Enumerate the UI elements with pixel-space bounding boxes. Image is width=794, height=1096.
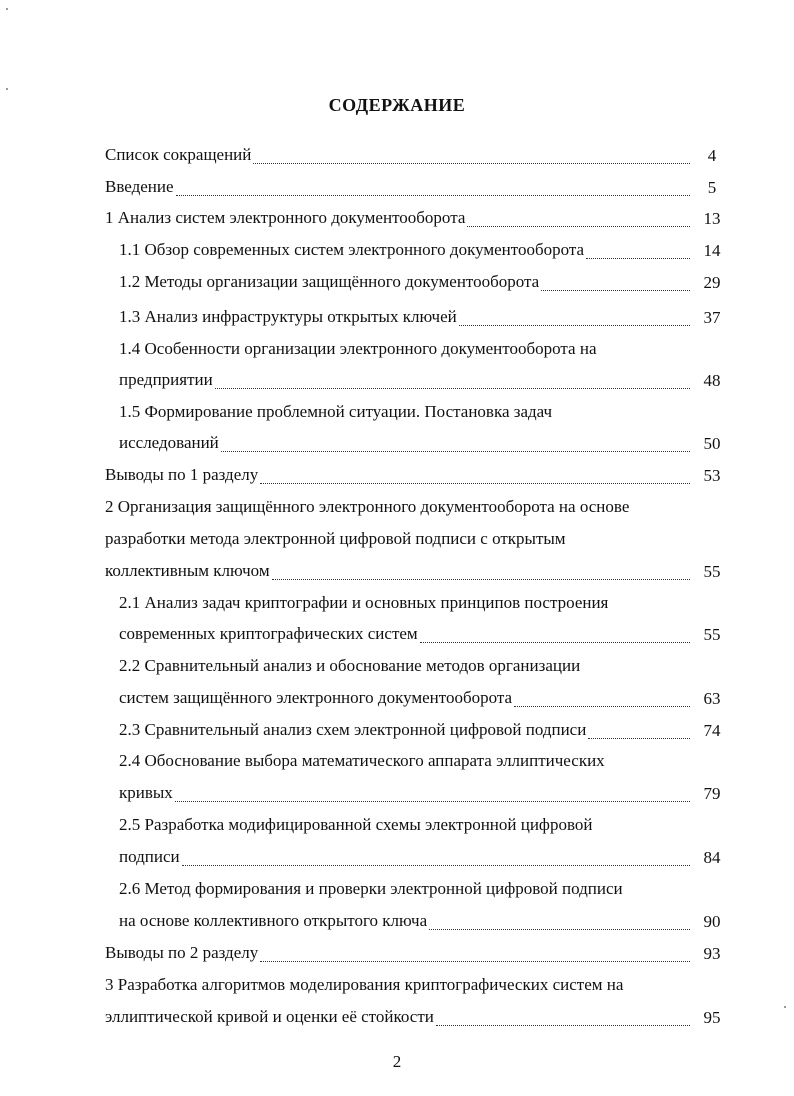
- toc-page-number: 4: [707, 146, 717, 165]
- toc-entry-text: 2.1 Анализ задач криптографии и основных принципов построения: [119, 593, 609, 612]
- toc-entry-line1: [119, 656, 690, 678]
- toc-entry-line1: [119, 879, 690, 901]
- toc-entry-text: коллективным ключом: [105, 561, 270, 580]
- toc-entry-text: Выводы по 1 разделу: [105, 465, 259, 484]
- leader-dots: [436, 1011, 690, 1026]
- toc-page-number: 14: [703, 241, 721, 260]
- toc-page-number: 50: [703, 434, 721, 453]
- leader-dots: [221, 437, 690, 452]
- leader-dots: [586, 244, 690, 259]
- toc-entry-text: Список сокращений: [105, 145, 252, 164]
- toc-page-number: 37: [703, 308, 721, 327]
- page-number: 2: [392, 1052, 402, 1071]
- toc-entry: [105, 177, 690, 199]
- toc-entry-line1: [119, 751, 690, 773]
- toc-page-number: 48: [703, 371, 721, 390]
- leader-dots: [215, 374, 690, 389]
- scan-speck: [784, 1006, 786, 1008]
- leader-dots: [588, 724, 690, 739]
- leader-dots: [253, 149, 690, 164]
- toc-page-number: 29: [703, 273, 721, 292]
- toc-entry-text: 3 Разработка алгоритмов моделирования криптографических систем на: [105, 975, 624, 994]
- toc-entry: [119, 783, 690, 805]
- toc-entry: [119, 720, 690, 742]
- toc-page-number: 63: [703, 689, 721, 708]
- toc-page-number: 13: [703, 209, 721, 228]
- toc-page-number: 53: [703, 466, 721, 485]
- toc-entry-text: подписи: [119, 847, 180, 866]
- leader-dots: [541, 276, 690, 291]
- toc-entry: [105, 561, 690, 583]
- toc-entry-text: 2.6 Метод формирования и проверки электронной цифровой подписи: [119, 879, 623, 898]
- toc-entry-text: 2 Организация защищённого электронного документооборота на основе: [105, 497, 630, 516]
- toc-page-number: 55: [703, 562, 721, 581]
- toc-entry: [119, 433, 690, 455]
- toc-entry-text: 2.3 Сравнительный анализ схем электронной цифровой подписи: [119, 720, 587, 739]
- leader-dots: [175, 787, 690, 802]
- toc-entry-text: систем защищённого электронного документооборота: [119, 688, 513, 707]
- toc-entry: [119, 688, 690, 710]
- toc-entry-text: предприятии: [119, 370, 213, 389]
- leader-dots: [176, 181, 690, 196]
- toc-entry-text: на основе коллективного открытого ключа: [119, 911, 428, 930]
- toc-page-number: 79: [703, 784, 721, 803]
- toc-entry-line1: [105, 975, 690, 997]
- toc-entry-text: 1.1 Обзор современных систем электронного документооборота: [119, 240, 585, 259]
- leader-dots: [260, 947, 690, 962]
- toc-entry: [119, 240, 690, 262]
- toc-page-number: 93: [703, 944, 721, 963]
- toc-entry-text: 2.2 Сравнительный анализ и обоснование методов организации: [119, 656, 581, 675]
- toc-entry-text: современных криптографических систем: [119, 624, 418, 643]
- toc-entry: [119, 272, 690, 294]
- leader-dots: [420, 628, 690, 643]
- toc-entry: [105, 1007, 690, 1029]
- toc-entry: [119, 911, 690, 933]
- toc-entry: [105, 208, 690, 230]
- leader-dots: [182, 851, 690, 866]
- toc-entry: [119, 370, 690, 392]
- toc-entry-text: Выводы по 2 разделу: [105, 943, 259, 962]
- toc-entry-text: 2.4 Обоснование выбора математического аппарата эллиптических: [119, 751, 605, 770]
- toc-entry: [105, 145, 690, 167]
- toc-entry-line1: [119, 593, 690, 615]
- toc-page-number: 84: [703, 848, 721, 867]
- toc-entry: [105, 943, 690, 965]
- leader-dots: [260, 469, 690, 484]
- toc-entry: [119, 307, 690, 329]
- toc-entry-text: исследований: [119, 433, 219, 452]
- toc-page-number: 55: [703, 625, 721, 644]
- toc-page-number: 90: [703, 912, 721, 931]
- toc-entry-text: кривых: [119, 783, 173, 802]
- toc-entry-text: 1.2 Методы организации защищённого документооборота: [119, 272, 540, 291]
- toc-entry-text: 1 Анализ систем электронного документооборота: [105, 208, 466, 227]
- scan-speck: [6, 88, 8, 90]
- toc-page-number: 74: [703, 721, 721, 740]
- toc-entry-text: Введение: [105, 177, 174, 196]
- page-title: СОДЕРЖАНИЕ: [328, 95, 466, 115]
- toc-entry: [105, 465, 690, 487]
- toc-entry-line1: [105, 497, 690, 519]
- toc-page-number: 95: [703, 1008, 721, 1027]
- leader-dots: [514, 692, 690, 707]
- scan-speck: [6, 8, 8, 10]
- toc-entry-text: эллиптической кривой и оценки её стойкости: [105, 1007, 434, 1026]
- toc-entry: [119, 624, 690, 646]
- toc-entry-text: 1.3 Анализ инфраструктуры открытых ключей: [119, 307, 457, 326]
- toc-entry-line1: [119, 402, 690, 424]
- leader-dots: [429, 915, 690, 930]
- toc-entry-text: 2.5 Разработка модифицированной схемы электронной цифровой: [119, 815, 593, 834]
- toc-entry-text: 1.5 Формирование проблемной ситуации. Постановка задач: [119, 402, 553, 421]
- toc-entry-line1: [119, 339, 690, 361]
- leader-dots: [467, 212, 690, 227]
- toc-entry-text: 1.4 Особенности организации электронного документооборота на: [119, 339, 597, 358]
- leader-dots: [459, 311, 690, 326]
- toc-entry-text: разработки метода электронной цифровой подписи с открытым: [105, 529, 566, 548]
- toc-entry: [119, 847, 690, 869]
- toc-entry-line1: [119, 815, 690, 837]
- toc-entry-line2: [105, 529, 690, 551]
- toc-page-number: 5: [707, 178, 717, 197]
- leader-dots: [272, 565, 690, 580]
